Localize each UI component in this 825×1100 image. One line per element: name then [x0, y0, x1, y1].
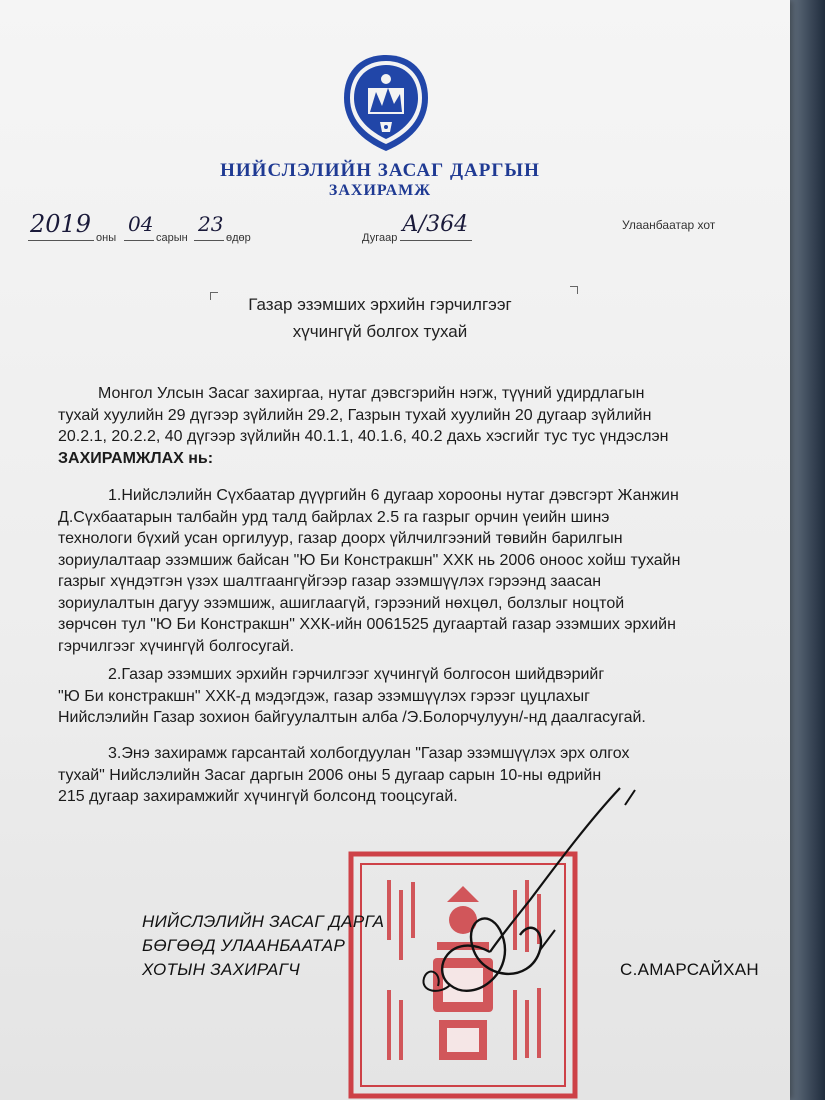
- org-title-line2: ЗАХИРАМЖ: [328, 182, 432, 199]
- item-3-line: 215 дугаар захирамжийг хүчингүй болсонд тооцсугай.: [58, 788, 458, 805]
- number-label: Дугаар: [362, 232, 398, 244]
- item-3-line: тухай" Нийслэлийн Засаг даргын 2006 оны 5 дугаар сарын 10-ны өдрийн: [58, 766, 602, 784]
- month-underline: [124, 240, 154, 241]
- item-2-paragraph: [58, 664, 765, 729]
- item-1-line: зөрчсөн тул "Ю Би Констракшн" ХХК-ийн 0061525 дугаартай газар эзэмших эрхийн: [58, 616, 676, 633]
- number-underline: [400, 240, 472, 241]
- subject-line1: Газар эзэмших эрхийн гэрчилгээг: [248, 295, 512, 314]
- item-1-line: Д.Сүхбаатарын талбайн урд талд байрлах 2.5 га газрыг орчин үеийн шинэ: [58, 508, 610, 526]
- preamble-line: ЗАХИРАМЖЛАХ нь:: [58, 449, 214, 467]
- item-1-line: 1.Нийслэлийн Сүхбаатар дүүргийн 6 дугаар хорооны нутаг дэвсгэрт Жанжин: [108, 487, 679, 504]
- item-1-line: технологи бүхий усан оргилуур, газар доорх үйлчилгээний төвийн барилгын: [58, 530, 623, 547]
- signatory-title-line2: БӨГӨӨД УЛААНБААТАР: [142, 936, 346, 955]
- handwritten-signature: [380, 780, 680, 1040]
- handwritten-day: 23: [198, 212, 224, 236]
- preamble-line: Монгол Улсын Засаг захиргаа, нутаг дэвсгэрийн нэгж, түүний удирдлагын: [98, 385, 645, 402]
- year-underline: [28, 240, 94, 241]
- item-1-paragraph: [58, 485, 765, 657]
- item-2-line: "Ю Би констракшн" ХХК-д мэдэгдэж, газар эзэмшүүлэх гэрээг цуцлахыг: [58, 687, 590, 705]
- subject-corner-right: [570, 286, 578, 294]
- signatory-name: С.АМАРСАЙХАН: [620, 960, 760, 979]
- handwritten-number: А/364: [402, 212, 469, 237]
- item-1-line: газрыг хүндэтгэн үзэх шалтгаангүйгээр газар эзэмшүүлэх гэрээнд заасан: [58, 573, 602, 590]
- item-2-line: 2.Газар эзэмших эрхийн гэрчилгээг хүчингүй болгосон шийдвэрийг: [108, 666, 605, 683]
- handwritten-month: 04: [128, 212, 154, 236]
- year-suffix-label: оны: [96, 232, 117, 244]
- day-underline: [194, 240, 224, 241]
- item-1-line: зориулалтаар эзэмшиж байсан "Ю Би Констракшн" ХХК нь 2006 оноос хойш тухайн: [58, 551, 681, 569]
- item-3-line: 3.Энэ захирамж гарсантай холбогдуулан "Газар эзэмшүүлэх эрх олгох: [108, 745, 630, 762]
- signatory-title-line1: НИЙСЛЭЛИЙН ЗАСАГ ДАРГА: [142, 912, 385, 931]
- city-label: Улаанбаатар хот: [622, 218, 716, 232]
- preamble-line: 20.2.1, 20.2.2, 40 дүгээр зүйлийн 40.1.1, 40.1.6, 40.2 дахь хэсгийг тус тус үндэслэн: [58, 428, 669, 445]
- signatory-title-line3: ХОТЫН ЗАХИРАГЧ: [142, 960, 300, 979]
- item-1-line: гэрчилгээг хүчингүй болгосугай.: [58, 637, 295, 655]
- item-1-line: зориулалтын дагуу эзэмшиж, ашиглаагүй, гэрээний нөхцөл, болзлыг ноцтой: [58, 594, 625, 612]
- item-2-line: Нийслэлийн Газар зохион байгуулалтын алба /Э.Болорчулуун/-нд даалгасугай.: [58, 709, 646, 726]
- background-edge: [785, 0, 825, 1100]
- preamble-line: тухай хуулийн 29 дүгээр зүйлийн 29.2, Газрын тухай хуулийн 20 дугаар зүйлийн: [58, 406, 652, 424]
- subject-line2: хүчингүй болгох тухай: [292, 322, 468, 341]
- day-suffix-label: өдөр: [226, 232, 251, 244]
- org-title-line1: НИЙСЛЭЛИЙН ЗАСАГ ДАРГЫН: [220, 160, 540, 181]
- preamble-paragraph: [58, 383, 765, 469]
- state-emblem-icon: [340, 52, 432, 154]
- handwritten-year: 2019: [30, 210, 92, 238]
- month-suffix-label: сарын: [156, 232, 188, 244]
